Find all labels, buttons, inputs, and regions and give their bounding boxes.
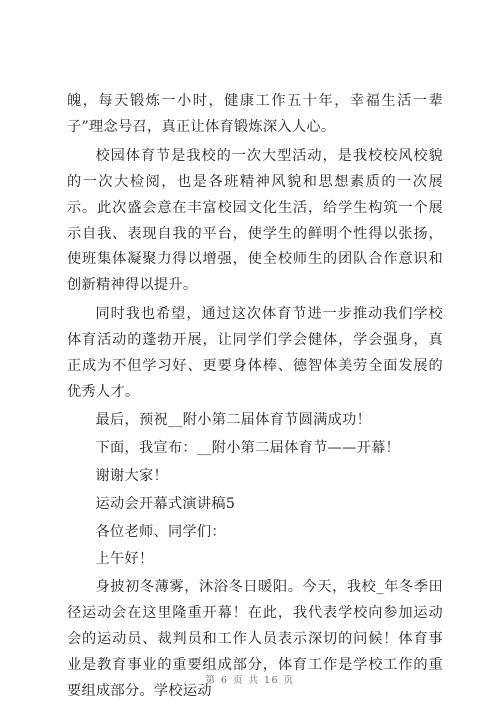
section-heading: 运动会开幕式演讲稿5: [95, 495, 236, 512]
document-body: [67, 89, 443, 705]
paragraph-continuation: 魄，每天锻炼一小时，健康工作五十年，幸福生活一辈子”理念号召，真正让体育锻炼深入人心。: [67, 93, 443, 135]
paragraph-wish-success: 最后，预祝__附小第二届体育节圆满成功！: [95, 411, 372, 428]
paragraph-thanks: 谢谢大家！: [95, 467, 168, 484]
paragraph-greeting-audience: 各位老师、同学们：: [95, 523, 226, 540]
paragraph-announce-opening: 下面，我宣布：__附小第二届体育节——开幕！: [95, 439, 401, 456]
paragraph-sports-festival: 校园体育节是我校的一次大型活动，是我校校风校貌的一次大检阅，也是各班精神风貌和思想素质的一次展示。此次盛会意在丰富校园文化生活，给学生构筑一个展示自我、表现自我的平台，使学生的鲜明个性得以张扬，使班集体凝聚力得以增强，使全校师生的团队合作意识和创新精神得以提升。: [67, 147, 443, 294]
paragraph-good-morning: 上午好！: [95, 551, 154, 568]
paragraph-opening-speech: 身披初冬薄雾，沐浴冬日暖阳。今天，我校_年冬季田径运动会在这里隆重开幕！在此，我代表学校向参加运动会的运动员、裁判员和工作人员表示深切的问候！体育事业是教育事业的重要组成部分，体育工作是学校工作的重要组成部分。学校运动: [67, 579, 443, 699]
page-number-footer: 第 6 页 共 16 页: [205, 675, 295, 686]
paragraph-hope: 同时我也希望，通过这次体育节进一步推动我们学校体育活动的蓬勃开展，让同学们学会健体，学会强身，真正成为不但学习好、更要身体棒、德智体美劳全面发展的优秀人才。: [67, 306, 443, 400]
